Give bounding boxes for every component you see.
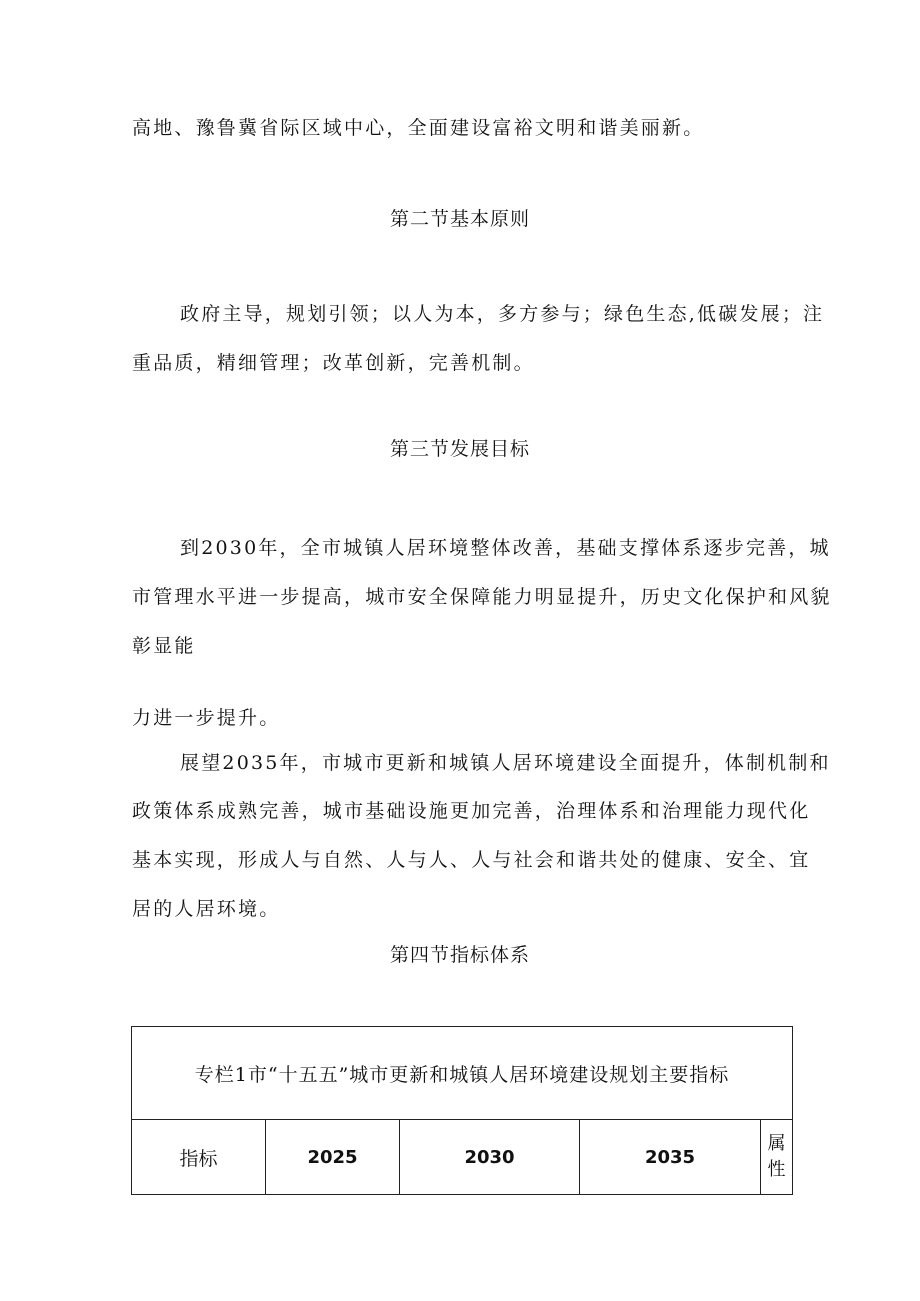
section3-para2-line-3: 基本实现，形成人与自然、人与人、人与社会和谐共处的健康、安全、宜 xyxy=(132,849,811,871)
header-2025: 2025 xyxy=(266,1120,400,1195)
section3-para2-line-4: 居的人居环境。 xyxy=(132,898,281,920)
indicator-table xyxy=(131,1026,793,1195)
section3-heading: 第三节发展目标 xyxy=(389,438,530,460)
table-caption: 专栏1市“十五五”城市更新和城镇人居环境建设规划主要指标 xyxy=(132,1027,793,1120)
header-2035: 2035 xyxy=(580,1120,761,1195)
section3-para2-line-1: 展望2035年，市城市更新和城镇人居环境建设全面提升，体制机制和 xyxy=(180,752,831,774)
table-header-row xyxy=(132,1120,793,1195)
section2-line-2: 重品质，精细管理；改革创新，完善机制。 xyxy=(132,352,535,374)
section3-para2-line-2: 政策体系成熟完善，城市基础设施更加完善，治理体系和治理能力现代化 xyxy=(132,800,811,822)
header-attribute xyxy=(761,1120,793,1195)
header-attribute-char-1: 属 xyxy=(767,1133,786,1154)
section3-para1-line-1: 到2030年，全市城镇人居环境整体改善，基础支撑体系逐步完善，城 xyxy=(180,537,831,559)
table-caption-row xyxy=(132,1027,793,1120)
header-attribute-char-2: 性 xyxy=(767,1159,786,1180)
section3-para1-line-4: 力进一步提升。 xyxy=(132,707,281,729)
header-indicator: 指标 xyxy=(132,1120,266,1195)
section3-para1-line-2: 市管理水平进一步提高，城市安全保障能力明显提升，历史文化保护和风貌 xyxy=(132,586,832,608)
section4-heading: 第四节指标体系 xyxy=(389,944,530,966)
section2-line-1: 政府主导，规划引领；以人为本，多方参与；绿色生态,低碳发展；注 xyxy=(180,303,825,325)
section2-heading: 第二节基本原则 xyxy=(389,208,530,230)
intro-line: 高地、豫鲁冀省际区域中心，全面建设富裕文明和谐美丽新。 xyxy=(132,117,705,139)
section3-para1-line-3: 彰显能 xyxy=(132,635,196,657)
header-2030: 2030 xyxy=(400,1120,580,1195)
